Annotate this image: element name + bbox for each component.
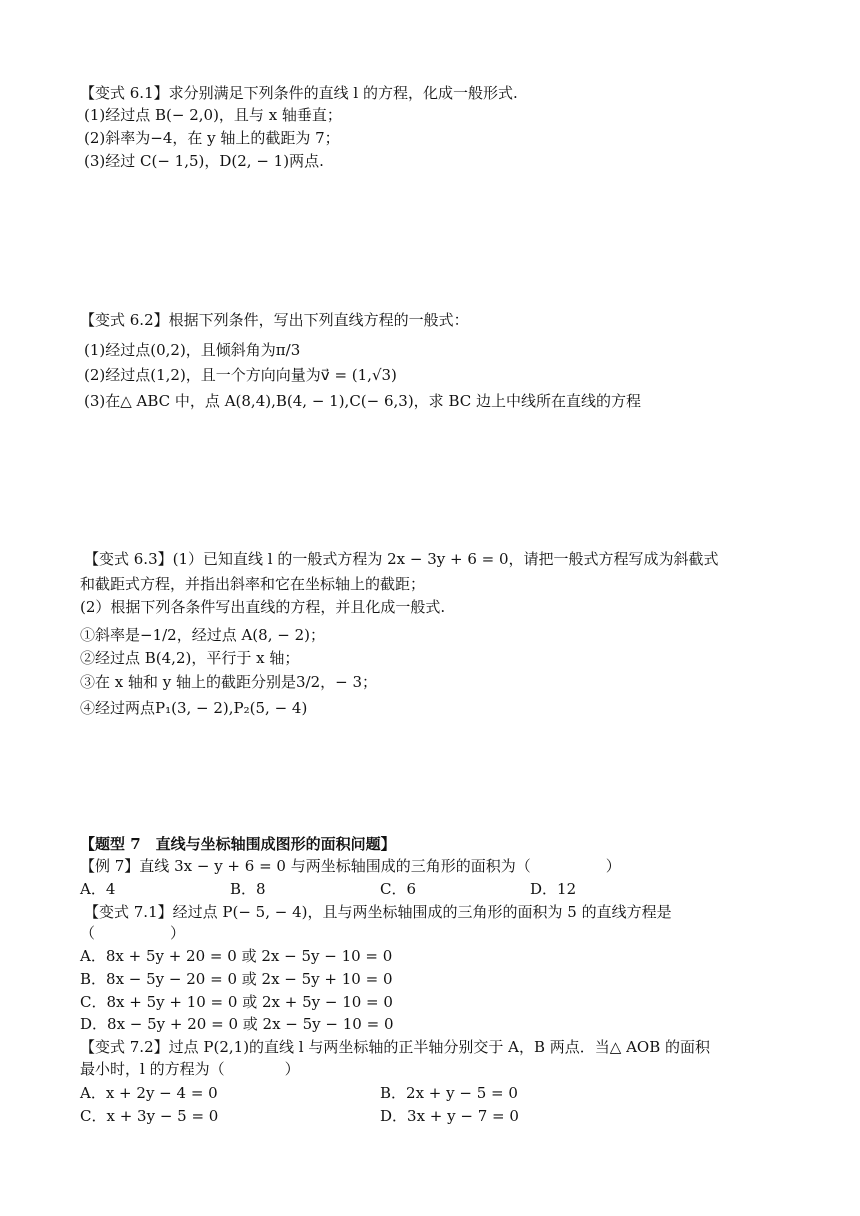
problem-6-3-item-3: ③在 x 轴和 y 轴上的截距分别是3/2，− 3； bbox=[80, 673, 378, 691]
option-c: C．6 bbox=[380, 880, 417, 898]
problem-7-1-line-1: 【变式 7.1】经过点 P(− 5, − 4)，且与两坐标轴围成的三角形的面积为 5 的直线方程是 bbox=[84, 903, 672, 921]
problem-6-2-item-3: (3)在△ ABC 中，点 A(8,4),B(4, − 1),C(− 6,3)，求 BC 边上中线所在直线的方程 bbox=[84, 392, 642, 410]
problem-6-1-item-3: (3)经过 C(− 1,5)，D(2, − 1)两点. bbox=[84, 152, 324, 170]
problem-7-1-line-2: （ ） bbox=[80, 924, 186, 942]
problem-6-2-title: 【变式 6.2】根据下列条件，写出下列直线方程的一般式： bbox=[80, 311, 469, 329]
problem-7-2-option-d: D．3x + y − 7 = 0 bbox=[380, 1107, 519, 1125]
problem-6-3-item-2: ②经过点 B(4,2)，平行于 x 轴； bbox=[80, 649, 300, 667]
example-7-stem: 【例 7】直线 3x − y + 6 = 0 与两坐标轴围成的三角形的面积为（ ） bbox=[80, 857, 621, 875]
problem-6-3-item-4: ④经过两点P₁(3, − 2),P₂(5, − 4) bbox=[80, 699, 308, 717]
problem-7-1-option-d: D．8x − 5y + 20 = 0 或 2x − 5y − 10 = 0 bbox=[80, 1015, 394, 1033]
problem-6-3-item-1: ①斜率是−1/2，经过点 A(8, − 2)； bbox=[80, 626, 325, 644]
problem-6-3-line-2: 和截距式方程，并指出斜率和它在坐标轴上的截距； bbox=[80, 575, 426, 593]
problem-7-2-option-c: C．x + 3y − 5 = 0 bbox=[80, 1107, 219, 1125]
problem-6-1-title: 【变式 6.1】求分别满足下列条件的直线 l 的方程，化成一般形式. bbox=[80, 84, 518, 102]
problem-7-2-option-a: A．x + 2y − 4 = 0 bbox=[80, 1084, 218, 1102]
problem-6-2-item-2: (2)经过点(1,2)，且一个方向向量为v⃗ = (1,√3) bbox=[84, 366, 397, 384]
problem-7-1-option-a: A．8x + 5y + 20 = 0 或 2x − 5y − 10 = 0 bbox=[80, 947, 393, 965]
option-d: D．12 bbox=[530, 880, 577, 898]
option-a: A．4 bbox=[80, 880, 116, 898]
problem-7-2-option-b: B．2x + y − 5 = 0 bbox=[380, 1084, 518, 1102]
problem-7-2-line-1: 【变式 7.2】过点 P(2,1)的直线 l 与两坐标轴的正半轴分别交于 A，B 两点．当△ AOB 的面积 bbox=[80, 1038, 710, 1056]
problem-7-2-line-2: 最小时，l 的方程为（ ） bbox=[80, 1060, 300, 1078]
problem-6-1-item-2: (2)斜率为−4，在 y 轴上的截距为 7； bbox=[84, 129, 340, 147]
problem-6-1-item-1: (1)经过点 B(− 2,0)，且与 x 轴垂直； bbox=[84, 106, 342, 124]
problem-7-1-option-b: B．8x − 5y − 20 = 0 或 2x − 5y + 10 = 0 bbox=[80, 970, 393, 988]
problem-6-2-item-1: (1)经过点(0,2)，且倾斜角为π/3 bbox=[84, 341, 301, 359]
problem-6-3-line-1: 【变式 6.3】(1）已知直线 l 的一般式方程为 2x − 3y + 6 = 0，请把一般式方程写成为斜截式 bbox=[84, 550, 719, 568]
option-b: B．8 bbox=[230, 880, 266, 898]
section-7-heading: 【题型 7 直线与坐标轴围成图形的面积问题】 bbox=[80, 835, 396, 853]
problem-7-1-option-c: C．8x + 5y + 10 = 0 或 2x + 5y − 10 = 0 bbox=[80, 993, 393, 1011]
problem-6-3-line-3: (2）根据下列各条件写出直线的方程，并且化成一般式. bbox=[80, 598, 446, 616]
